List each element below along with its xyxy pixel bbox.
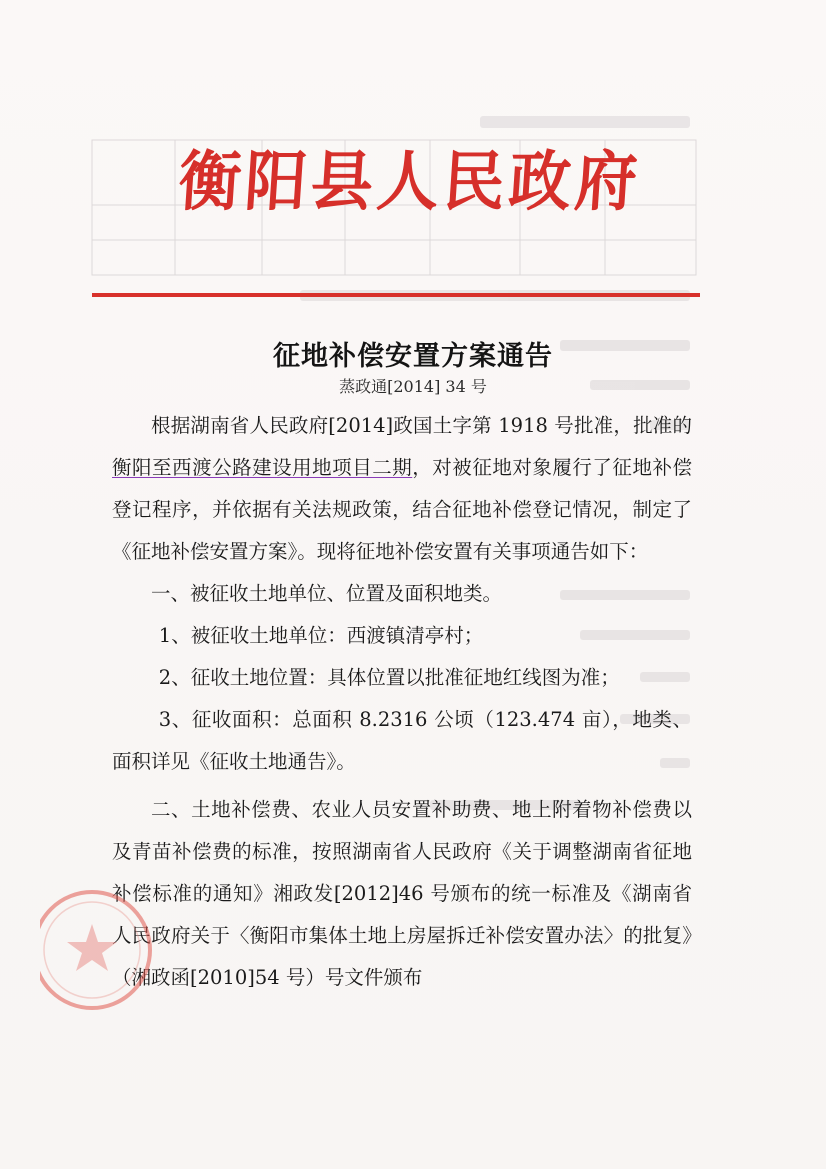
- document-number: 蒸政通[2014] 34 号: [339, 377, 487, 396]
- agency-letterhead: 衡阳县人民政府: [176, 143, 644, 220]
- section-1-heading: 一、被征收土地单位、位置及面积地类。: [151, 582, 503, 605]
- project-name: 衡阳至西渡公路建设用地项目二期: [112, 456, 413, 479]
- intro-paragraph: [112, 405, 692, 573]
- section-1-item-unit: 1、被征收土地单位：西渡镇清亭村；: [158, 624, 484, 647]
- document-body: [112, 405, 692, 999]
- section-2-paragraph: 二、土地补偿费、农业人员安置补助费、地上附着物补偿费以及青苗补偿费的标准，按照湖南省人民政府《关于调整湖南省征地补偿标准的通知》湘政发[2012]46 号颁布的统一标准及《湖南省人民政府关于〈衡阳市集体土地上房屋拆迁补偿安置办法〉的批复》（湘政函[2010]54 号）号文件颁布: [112, 798, 692, 989]
- section-1-item-location: 2、征收土地位置：具体位置以批准征地红线图为准；: [158, 666, 620, 689]
- section-1-item-area: 3、征收面积：总面积 8.2316 公顷（123.474 亩），地类、面积详见《征收土地通告》。: [112, 708, 692, 773]
- document-title: 征地补偿安置方案通告: [273, 341, 553, 372]
- intro-text-start: 根据湖南省人民政府[2014]政国土字第 1918 号批准，批准的: [151, 414, 692, 437]
- intro-text-end: ，对被征地对象履行了征地补偿登记程序，并依据有关法规政策，结合征地补偿登记情况，制定了《征地补偿安置方案》。现将征地补偿安置有关事项通告如下：: [112, 456, 692, 563]
- letterhead-red-rule: [92, 293, 700, 297]
